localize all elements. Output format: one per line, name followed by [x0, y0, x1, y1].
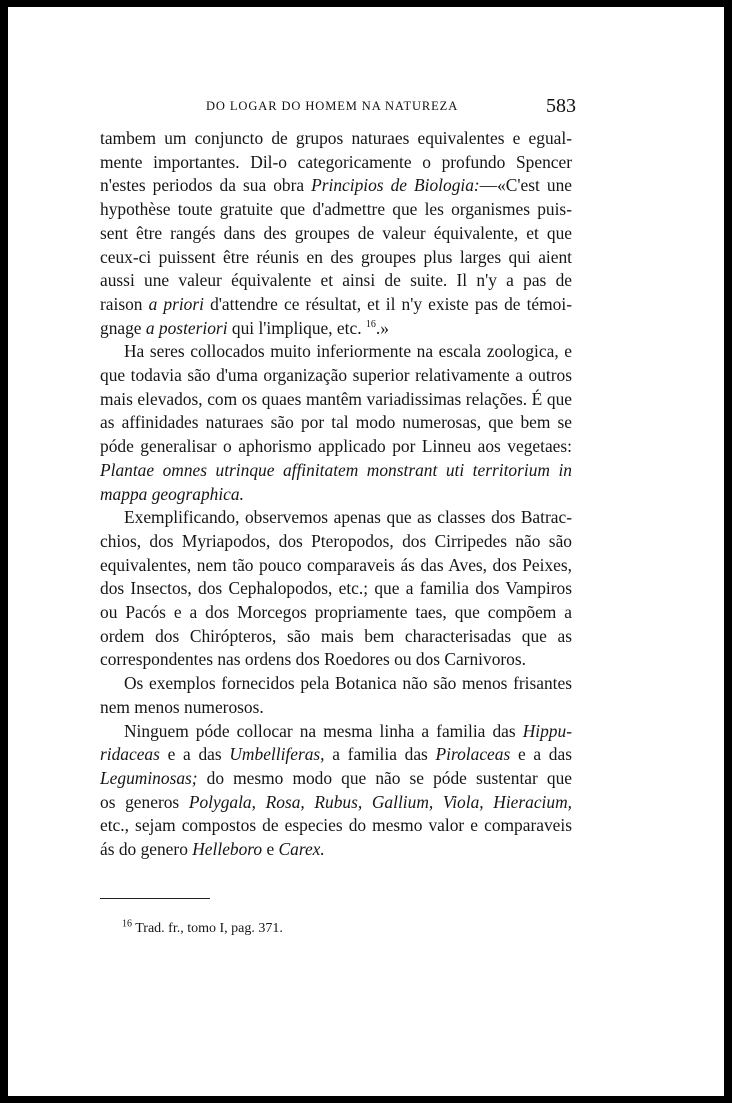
footnote-number: 16: [122, 918, 132, 930]
paragraph-1-line: sent être rangés dans des groupes de valeur équivalente, et que: [100, 222, 572, 243]
paragraph-2-line: as affinidades naturaes são por tal modo numerosas, que bem se: [100, 412, 572, 433]
paragraph-2-line: Ha seres collocados muito inferiormente na escala zoologica, e: [124, 341, 572, 362]
paragraph-2-line: póde generalisar o aphorismo applicado por Linneu aos vegetaes:: [100, 436, 572, 457]
paragraph-1-line: gnage a posteriori qui l'implique, etc. $^{16}$.»: [100, 317, 389, 338]
page-number: 583: [546, 95, 576, 117]
paragraph-1-line: aussi une valeur équivalente et ainsi de suite. Il n'y a pas de: [100, 270, 572, 291]
paragraph-1-line: raison a priori d'attendre ce résultat, et il n'y existe pas de témoi-: [100, 293, 572, 314]
page-header: [8, 95, 724, 119]
paragraph-2-line: mais elevados, com os quaes mantêm variadissimas relações. É que: [100, 388, 572, 409]
body-text: [100, 127, 572, 862]
paragraph-3-line: correspondentes nas ordens dos Roedores ou dos Carnivoros.: [100, 649, 526, 670]
paragraph-5-line: Ninguem póde collocar na mesma linha a familia das Hippu-: [124, 720, 572, 741]
paragraph-3-line: equivalentes, nem tão pouco comparaveis ás das Aves, dos Peixes,: [100, 554, 572, 575]
paragraph-5-line: Leguminosas; do mesmo modo que não se póde sustentar que: [100, 767, 572, 788]
footnote-text: Trad. fr., tomo I, pag. 371.: [132, 921, 283, 936]
paragraph-1-line: ceux-ci puissent être réunis en des groupes plus larges qui aient: [100, 246, 572, 267]
footnote-divider: [100, 898, 210, 899]
paragraph-2-line: que todavia são d'uma organização superior relativamente a outros: [100, 365, 572, 386]
paragraph-4-line: nem menos numerosos.: [100, 696, 264, 717]
paragraph-4-line: Os exemplos fornecidos pela Botanica não são menos frisantes: [124, 673, 572, 694]
paragraph-3-line: ordem dos Chirópteros, são mais bem characterisadas que as: [100, 625, 572, 646]
paragraph-2-line: Plantae omnes utrinque affinitatem monstrant uti territorium in: [100, 459, 572, 480]
paragraph-5-line: ridaceas e a das Umbelliferas, a familia das Pirolaceas e a das: [100, 744, 572, 765]
paragraph-5-line: etc., sejam compostos de especies do mesmo valor e comparaveis: [100, 815, 572, 836]
running-title: DO LOGAR DO HOMEM NA NATUREZA: [206, 99, 459, 113]
paragraph-1-line: hypothèse toute gratuite que d'admettre que les organismes puis-: [100, 199, 572, 220]
paragraph-3-line: ou Pacós e a dos Morcegos propriamente taes, que compõem a: [100, 602, 572, 623]
paragraph-2-line: mappa geographica.: [100, 483, 244, 504]
footnote-ref: 16: [365, 318, 376, 330]
paragraph-3-line: Exemplificando, observemos apenas que as classes dos Batrac-: [124, 507, 572, 528]
paragraph-3-line: dos Insectos, dos Cephalopodos, etc.; que a familia dos Vampiros: [100, 578, 572, 599]
book-page: [8, 7, 724, 1096]
footnote: [122, 918, 283, 937]
paragraph-1-line: n'estes periodos da sua obra Principios de Biologia:—«C'est une: [100, 175, 572, 196]
paragraph-1-line: mente importantes. Dil-o categoricamente o profundo Spencer: [100, 151, 572, 172]
paragraph-5-line: os generos Polygala, Rosa, Rubus, Gallium, Viola, Hieracium,: [100, 791, 572, 812]
paragraph-5-line: ás do genero Helleboro e Carex.: [100, 839, 325, 860]
paragraph-1-line: tambem um conjuncto de grupos naturaes equivalentes e egual-: [100, 128, 572, 148]
paragraph-3-line: chios, dos Myriapodos, dos Pteropodos, dos Cirripedes não são: [100, 530, 572, 551]
